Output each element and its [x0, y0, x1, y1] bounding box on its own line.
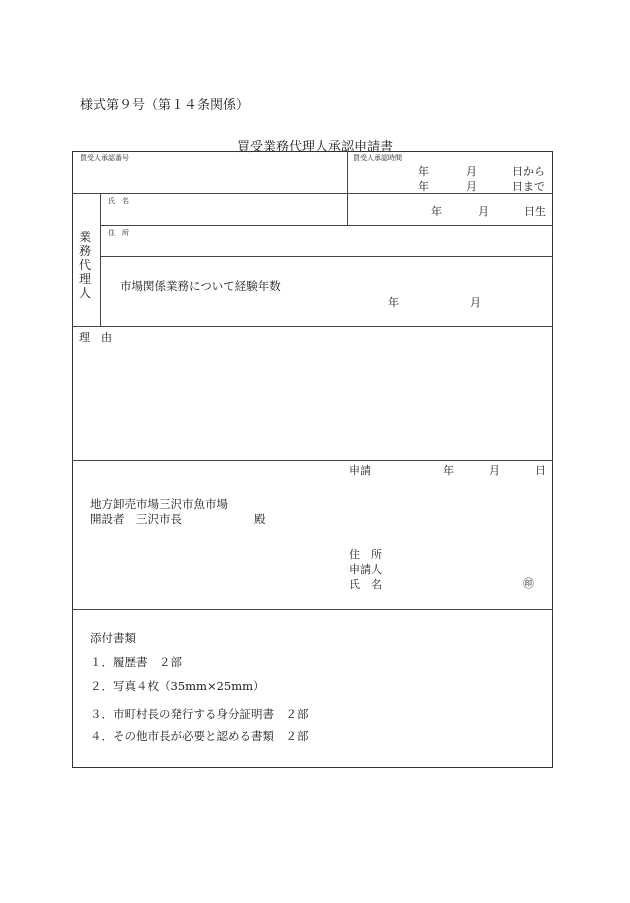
row-divider — [72, 609, 553, 610]
document-title: 買受業務代理人承認申請書 — [236, 140, 393, 155]
period-end-year: 年 — [418, 180, 429, 193]
birth-day: 日生 — [524, 205, 546, 218]
birth-month: 月 — [478, 205, 489, 218]
period-start-month: 月 — [466, 165, 477, 178]
approval-number-label: 買受人承認番号 — [80, 154, 129, 162]
addressee-mayor: 開設者 三沢市長 — [90, 512, 182, 526]
attachment-item: ４．その他市長が必要と認める書類 ２部 — [90, 729, 309, 743]
agent-name-label: 氏 名 — [108, 197, 129, 205]
application-year: 年 — [443, 464, 454, 477]
column-divider — [347, 151, 348, 225]
row-divider — [100, 256, 553, 257]
row-divider — [72, 326, 553, 327]
addressee-market: 地方卸売市場三沢市魚市場 — [90, 497, 228, 511]
experience-months-unit: 月 — [470, 296, 481, 309]
application-month: 月 — [489, 464, 500, 477]
attachment-item: ３．市町村長の発行する身分証明書 ２部 — [90, 707, 309, 721]
experience-years-unit: 年 — [388, 296, 399, 309]
agent-side-label: 業務代理人 — [78, 230, 91, 300]
honorific: 殿 — [254, 512, 266, 526]
row-divider — [100, 225, 553, 226]
attachment-item: １．履歴書 ２部 — [90, 655, 182, 669]
applicant-label: 申請人 — [349, 563, 382, 576]
applicant-address-label: 住 所 — [349, 548, 382, 561]
attachments-heading: 添付書類 — [90, 631, 136, 645]
period-end-month: 月 — [466, 180, 477, 193]
approval-period-label: 買受人承認時間 — [353, 154, 402, 162]
row-divider — [72, 460, 553, 461]
form-number: 様式第９号（第１４条関係） — [80, 98, 250, 113]
birth-year: 年 — [431, 205, 442, 218]
reason-label: 理 由 — [79, 331, 112, 344]
applicant-name-label: 氏 名 — [349, 578, 382, 591]
application-day: 日 — [535, 464, 546, 477]
period-end-day: 日まで — [512, 180, 545, 193]
application-date-label: 申請 — [349, 464, 371, 477]
row-divider — [72, 193, 553, 194]
column-divider — [100, 193, 101, 326]
experience-label: 市場関係業務について経験年数 — [120, 279, 281, 293]
agent-address-label: 住 所 — [108, 229, 129, 237]
attachment-item: ２．写真４枚（35mm×25mm） — [90, 679, 265, 693]
seal-mark: ㊞ — [523, 577, 534, 590]
period-start-day: 日から — [512, 165, 545, 178]
period-start-year: 年 — [418, 165, 429, 178]
